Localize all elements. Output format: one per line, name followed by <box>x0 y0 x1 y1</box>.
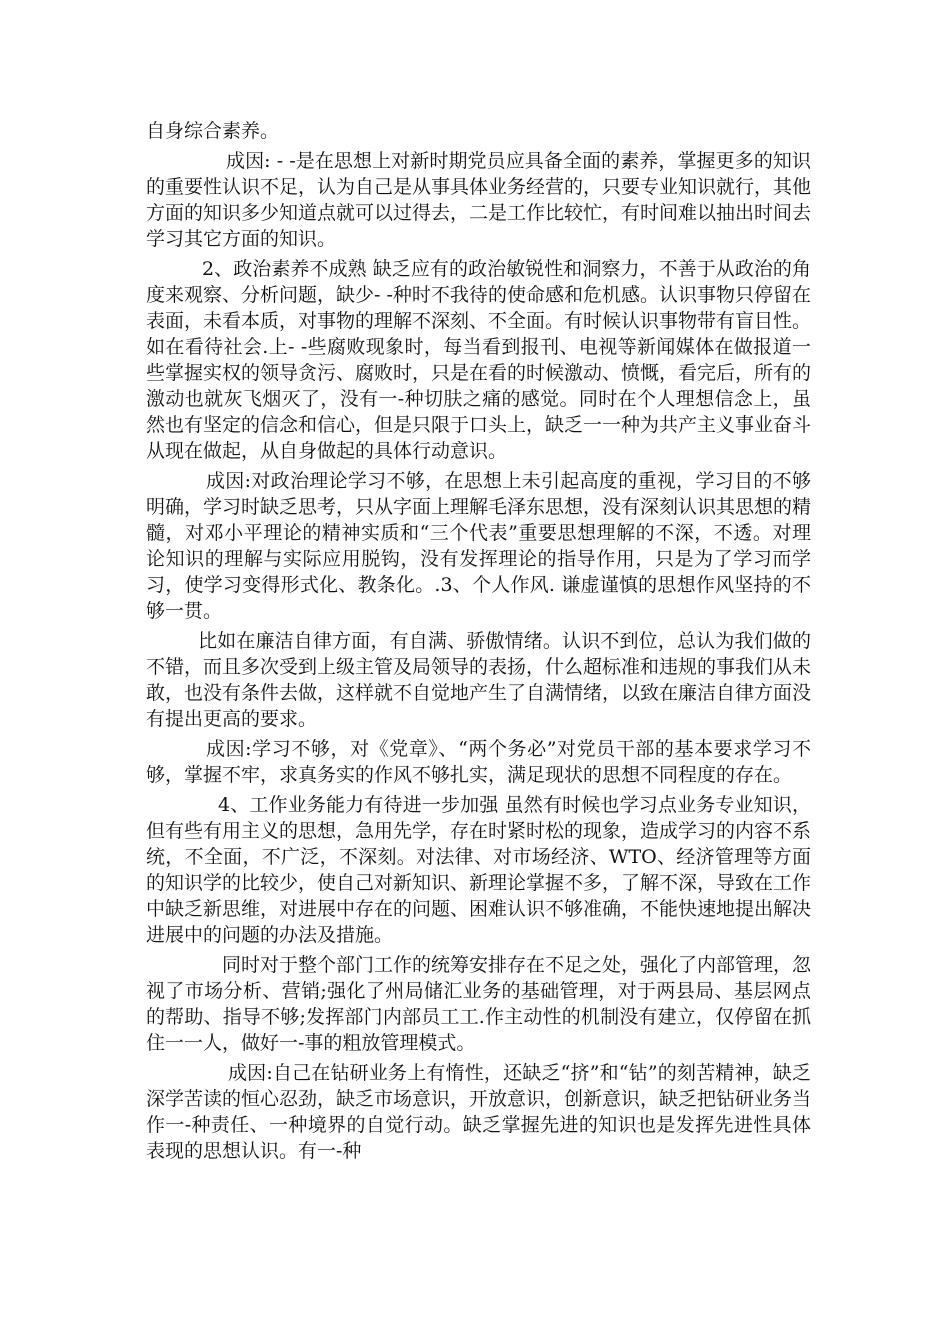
paragraph-work-ability: 4、工作业务能力有待进一步加强 虽然有时候也学习点业务专业知识，但有些有用主义的思想，急用先学，存在时紧时松的现象，造成学习的内容不系统，不全面，不广泛，不深刻。对法律、对市场经济、WTO、经济管理等方面的知识学的比较少，使自己对新知识、新理论掌握不多，了解不深，导致在工作中缺乏新思维，对进展中存在的问题、困难认识不够准确，不能快速地提出解决进展中的问题的办法及措施。 <box>146 794 812 946</box>
paragraph-integrity: 比如在廉洁自律方面，有自满、骄傲情绪。认识不到位，总认为我们做的不错，而且多次受到上级主管及局领导的表扬，什么超标准和违规的事我们从未敢，也没有条件去做，这样就不自觉地产生了自满情绪，以致在廉洁自律方面没有提出更高的要求。 <box>146 630 812 730</box>
paragraph-continuation: 自身综合素养。 <box>146 120 280 142</box>
document-body <box>146 118 811 1164</box>
paragraph-cause-3: 成因:学习不够，对《党章》、“两个务必”对党员干部的基本要求学习不够，掌握不牢，求真务实的作风不够扎实，满足现状的思想不同程度的存在。 <box>146 738 811 786</box>
paragraph-political-literacy: 2、政治素养不成熟 缺乏应有的政治敏锐性和洞察力，不善于从政治的角度来观察、分析问题，缺少- -种时不我待的使命感和危机感。认识事物只停留在表面，未看本质，对事物的理解不深刻、不全面。有时候认识事物带有盲目性。如在看待社会.上- -些腐败现象时，每当看到报刊、电视等新闻媒体在做报道一些掌握实权的领导贪污、腐败时，只是在看的时候激动、愤慨，看完后，所有的激动也就灰飞烟灭了，没有一-种切肤之痛的感觉。同时在个人理想信念上，虽然也有坚定的信念和信心，但是只限于口头上，缺乏一一种为共产主义事业奋斗从现在做起，从自身做起的具体行动意识。 <box>146 258 812 462</box>
paragraph-cause-4: 成因:自己在钻研业务上有惰性，还缺乏“挤”和“钻”的刻苦精神，缺乏深学苦读的恒心忍劲，缺乏市场意识，开放意识，创新意识，缺乏把钻研业务当作一-种责任、一种境界的自觉行动。缺乏掌握先进的知识也是发挥先进性具体表现的思想认识。有一-种 <box>146 1062 812 1162</box>
paragraph-cause-2: 成因:对政治理论学习不够，在思想上未引起高度的重视，学习目的不够明确，学习时缺乏思考，只从字面上理解毛泽东思想，没有深刻认识其思想的精髓，对邓小平理论的精神实质和“三个代表”重要思想理解的不深，不透。对理论知识的理解与实际应用脱钩，没有发挥理论的指导作用，只是为了学习而学习，使学习变得形式化、教条化。.3、个人作风. 谦虚谨慎的思想作风坚持的不够一贯。 <box>146 470 812 622</box>
paragraph-cause-1: 成因: - -是在思想上对新时期党员应具备全面的素养，掌握更多的知识的重要性认识不足，认为自己是从事具体业务经营的，只要专业知识就行，其他方面的知识多少知道点就可以过得去，二是工作比较忙，有时间难以抽出时间去学习其它方面的知识。 <box>146 150 812 250</box>
paragraph-department-management: 同时对于整个部门工作的统筹安排存在不足之处，强化了内部管理，忽视了市场分析、营销;强化了州局储汇业务的基础管理，对于两县局、基层网点的帮助、指导不够;发挥部门内部员工工.作主动性的机制没有建立，仅停留在抓住一一人，做好一-事的粗放管理模式。 <box>146 954 812 1054</box>
